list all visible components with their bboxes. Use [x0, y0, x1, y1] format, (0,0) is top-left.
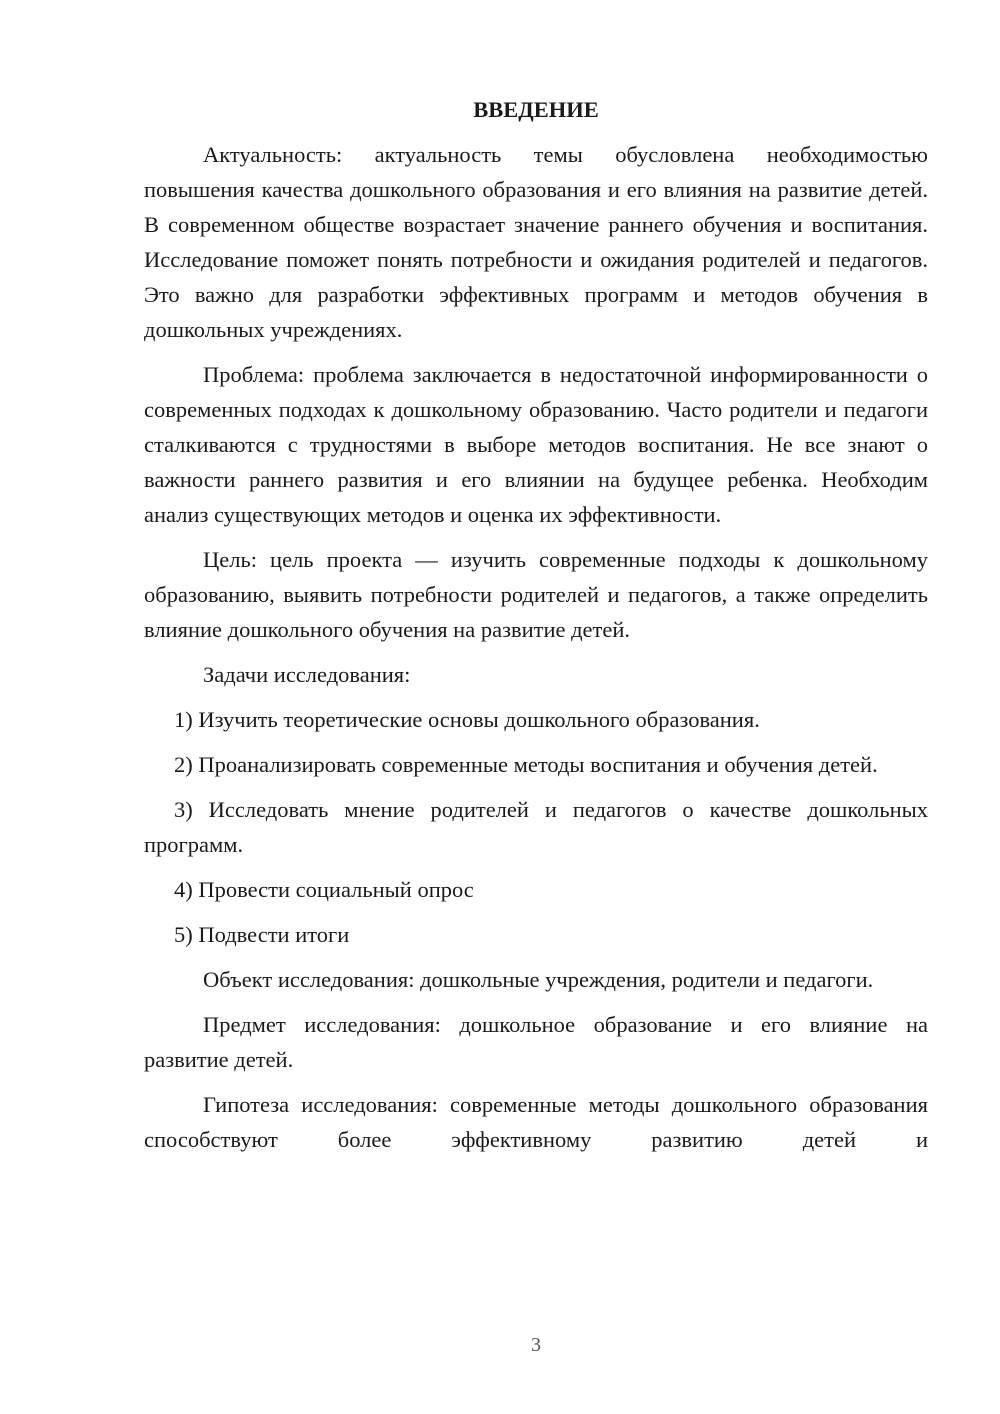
paragraph-object: Объект исследования: дошкольные учреждения, родители и педагоги.	[203, 967, 874, 992]
task-item-5: 5) Подвести итоги	[174, 922, 350, 947]
task-item-2: 2) Проанализировать современные методы воспитания и обучения детей.	[174, 752, 878, 777]
paragraph-relevance: Актуальность: актуальность темы обусловлена необходимостью повышения качества дошкольного образования и его влияния на развитие детей. В современном обществе возрастает значение раннего обучения и воспитания. Исследование поможет понять потребности и ожидания родителей и педагогов. Это важно для разработки эффективных программ и методов обучения в дошкольных учреждениях.	[144, 142, 928, 342]
page-content	[144, 92, 928, 1167]
paragraph-hypothesis: Гипотеза исследования: современные методы дошкольного образования способствуют более эффективному развитию детей и	[144, 1092, 928, 1152]
task-item-4: 4) Провести социальный опрос	[174, 877, 474, 902]
page-number: 3	[531, 1334, 541, 1356]
section-title: ВВЕДЕНИЕ	[473, 97, 599, 122]
paragraph-tasks-heading: Задачи исследования:	[203, 662, 411, 687]
task-item-1: 1) Изучить теоретические основы дошкольного образования.	[174, 707, 760, 732]
task-item-3: 3) Исследовать мнение родителей и педагогов о качестве дошкольных программ.	[144, 797, 928, 857]
paragraph-goal: Цель: цель проекта — изучить современные подходы к дошкольному образованию, выявить потребности родителей и педагогов, а также определить влияние дошкольного обучения на развитие детей.	[144, 547, 928, 642]
paragraph-problem: Проблема: проблема заключается в недостаточной информированности о современных подходах к дошкольному образованию. Часто родители и педагоги сталкиваются с трудностями в выборе методов воспитания. Не все знают о важности раннего развития и его влиянии на будущее ребенка. Необходим анализ существующих методов и оценка их эффективности.	[144, 362, 928, 527]
paragraph-subject: Предмет исследования: дошкольное образование и его влияние на развитие детей.	[144, 1012, 928, 1072]
